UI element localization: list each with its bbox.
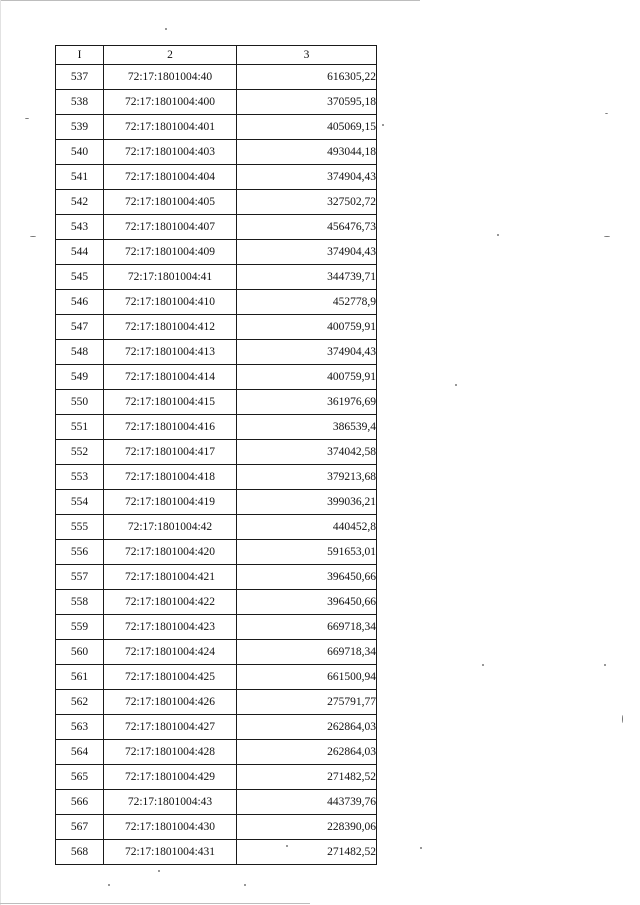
row-number-cell: 549 [56,365,104,390]
cadastral-number-cell: 72:17:1801004:410 [104,290,237,315]
scan-speck [455,384,457,386]
cadastral-number-cell: 72:17:1801004:409 [104,240,237,265]
column-header-number: I [56,46,104,65]
scan-speck [622,715,623,723]
row-number-cell: 568 [56,840,104,865]
row-number-cell: 560 [56,640,104,665]
bottom-border-line [0,903,310,904]
cadastral-number-cell: 72:17:1801004:41 [104,265,237,290]
table-row [56,740,377,765]
left-border-line [0,0,1,905]
row-number-cell: 551 [56,415,104,440]
row-number-cell: 567 [56,815,104,840]
row-number-cell: 559 [56,615,104,640]
table-row [56,490,377,515]
table-body [56,65,377,865]
row-number-cell: 556 [56,540,104,565]
row-number-cell: 543 [56,215,104,240]
cadastral-value-cell: 374042,58 [237,440,377,465]
cadastral-value-cell: 616305,22 [237,65,377,90]
table-row [56,565,377,590]
cadastral-number-cell: 72:17:1801004:42 [104,515,237,540]
table-row [56,615,377,640]
cadastral-number-cell: 72:17:1801004:413 [104,340,237,365]
table-row [56,765,377,790]
table-row [56,390,377,415]
table-row [56,715,377,740]
cadastral-value-cell: 327502,72 [237,190,377,215]
table-row [56,590,377,615]
table-row [56,465,377,490]
row-number-cell: 542 [56,190,104,215]
row-number-cell: 541 [56,165,104,190]
cadastral-number-cell: 72:17:1801004:419 [104,490,237,515]
table-row [56,290,377,315]
cadastral-value-cell: 374904,43 [237,340,377,365]
scan-speck [158,870,160,872]
row-number-cell: 539 [56,115,104,140]
table-row [56,265,377,290]
cadastral-number-cell: 72:17:1801004:427 [104,715,237,740]
cadastral-number-cell: 72:17:1801004:403 [104,140,237,165]
cadastral-number-cell: 72:17:1801004:40 [104,65,237,90]
table-row [56,540,377,565]
table-row [56,790,377,815]
table-row [56,140,377,165]
cadastral-value-cell: 396450,66 [237,565,377,590]
top-border-line [0,0,420,1]
cadastral-value-cell: 344739,71 [237,265,377,290]
scan-speck [108,884,110,886]
cadastral-number-cell: 72:17:1801004:424 [104,640,237,665]
scan-speck [605,113,608,114]
cadastral-number-cell: 72:17:1801004:420 [104,540,237,565]
row-number-cell: 566 [56,790,104,815]
cadastral-number-cell: 72:17:1801004:417 [104,440,237,465]
table-row [56,340,377,365]
cadastral-value-table [55,45,377,865]
row-number-cell: 564 [56,740,104,765]
row-number-cell: 561 [56,665,104,690]
cadastral-value-cell: 228390,06 [237,815,377,840]
cadastral-value-cell: 452778,9 [237,290,377,315]
cadastral-number-cell: 72:17:1801004:400 [104,90,237,115]
cadastral-number-cell: 72:17:1801004:404 [104,165,237,190]
row-number-cell: 545 [56,265,104,290]
table-header-row [56,46,377,65]
cadastral-value-cell: 396450,66 [237,590,377,615]
column-header-cadastral-number: 2 [104,46,237,65]
table-row [56,690,377,715]
cadastral-value-cell: 591653,01 [237,540,377,565]
row-number-cell: 540 [56,140,104,165]
table-row [56,415,377,440]
row-number-cell: 558 [56,590,104,615]
row-number-cell: 538 [56,90,104,115]
scan-speck [30,236,36,237]
cadastral-value-cell: 400759,91 [237,315,377,340]
table-row [56,65,377,90]
row-number-cell: 547 [56,315,104,340]
cadastral-number-cell: 72:17:1801004:412 [104,315,237,340]
table-row [56,640,377,665]
cadastral-number-cell: 72:17:1801004:407 [104,215,237,240]
cadastral-number-cell: 72:17:1801004:405 [104,190,237,215]
row-number-cell: 553 [56,465,104,490]
cadastral-number-cell: 72:17:1801004:430 [104,815,237,840]
cadastral-value-cell: 456476,73 [237,215,377,240]
cadastral-value-cell: 275791,77 [237,690,377,715]
table-row [56,440,377,465]
table-row [56,115,377,140]
table-row [56,515,377,540]
cadastral-number-cell: 72:17:1801004:43 [104,790,237,815]
row-number-cell: 552 [56,440,104,465]
scan-speck [165,28,167,30]
table-row [56,90,377,115]
cadastral-number-cell: 72:17:1801004:426 [104,690,237,715]
row-number-cell: 555 [56,515,104,540]
scan-speck [497,234,499,236]
cadastral-value-cell: 262864,03 [237,715,377,740]
cadastral-value-cell: 262864,03 [237,740,377,765]
cadastral-number-cell: 72:17:1801004:415 [104,390,237,415]
cadastral-value-cell: 669718,34 [237,615,377,640]
scan-speck [244,884,246,886]
cadastral-value-cell: 669718,34 [237,640,377,665]
cadastral-value-cell: 374904,43 [237,240,377,265]
row-number-cell: 554 [56,490,104,515]
cadastral-value-cell: 271482,52 [237,765,377,790]
cadastral-number-cell: 72:17:1801004:425 [104,665,237,690]
scan-speck [382,124,384,126]
row-number-cell: 548 [56,340,104,365]
cadastral-number-cell: 72:17:1801004:401 [104,115,237,140]
table-row [56,815,377,840]
cadastral-value-cell: 370595,18 [237,90,377,115]
cadastral-value-cell: 379213,68 [237,465,377,490]
cadastral-number-cell: 72:17:1801004:428 [104,740,237,765]
scan-speck [25,118,29,119]
row-number-cell: 550 [56,390,104,415]
cadastral-value-cell: 271482,52 [237,840,377,865]
cadastral-value-cell: 374904,43 [237,165,377,190]
scan-speck [420,847,422,849]
table-row [56,365,377,390]
row-number-cell: 546 [56,290,104,315]
row-number-cell: 563 [56,715,104,740]
cadastral-number-cell: 72:17:1801004:416 [104,415,237,440]
scan-speck [482,664,484,666]
scan-speck [604,236,610,237]
cadastral-value-cell: 661500,94 [237,665,377,690]
table-row [56,315,377,340]
cadastral-value-cell: 361976,69 [237,390,377,415]
cadastral-number-cell: 72:17:1801004:429 [104,765,237,790]
row-number-cell: 557 [56,565,104,590]
row-number-cell: 565 [56,765,104,790]
scan-speck [604,664,606,666]
cadastral-number-cell: 72:17:1801004:414 [104,365,237,390]
row-number-cell: 544 [56,240,104,265]
cadastral-value-cell: 440452,8 [237,515,377,540]
row-number-cell: 562 [56,690,104,715]
row-number-cell: 537 [56,65,104,90]
table-row [56,165,377,190]
table-row [56,240,377,265]
cadastral-number-cell: 72:17:1801004:431 [104,840,237,865]
cadastral-value-cell: 386539,4 [237,415,377,440]
cadastral-value-cell: 400759,91 [237,365,377,390]
cadastral-value-cell: 493044,18 [237,140,377,165]
table-row [56,840,377,865]
cadastral-number-cell: 72:17:1801004:418 [104,465,237,490]
column-header-value: 3 [237,46,377,65]
cadastral-number-cell: 72:17:1801004:423 [104,615,237,640]
cadastral-value-cell: 399036,21 [237,490,377,515]
table-row [56,190,377,215]
cadastral-number-cell: 72:17:1801004:421 [104,565,237,590]
cadastral-number-cell: 72:17:1801004:422 [104,590,237,615]
table-row [56,665,377,690]
table-row [56,215,377,240]
cadastral-value-cell: 405069,15 [237,115,377,140]
cadastral-value-cell: 443739,76 [237,790,377,815]
